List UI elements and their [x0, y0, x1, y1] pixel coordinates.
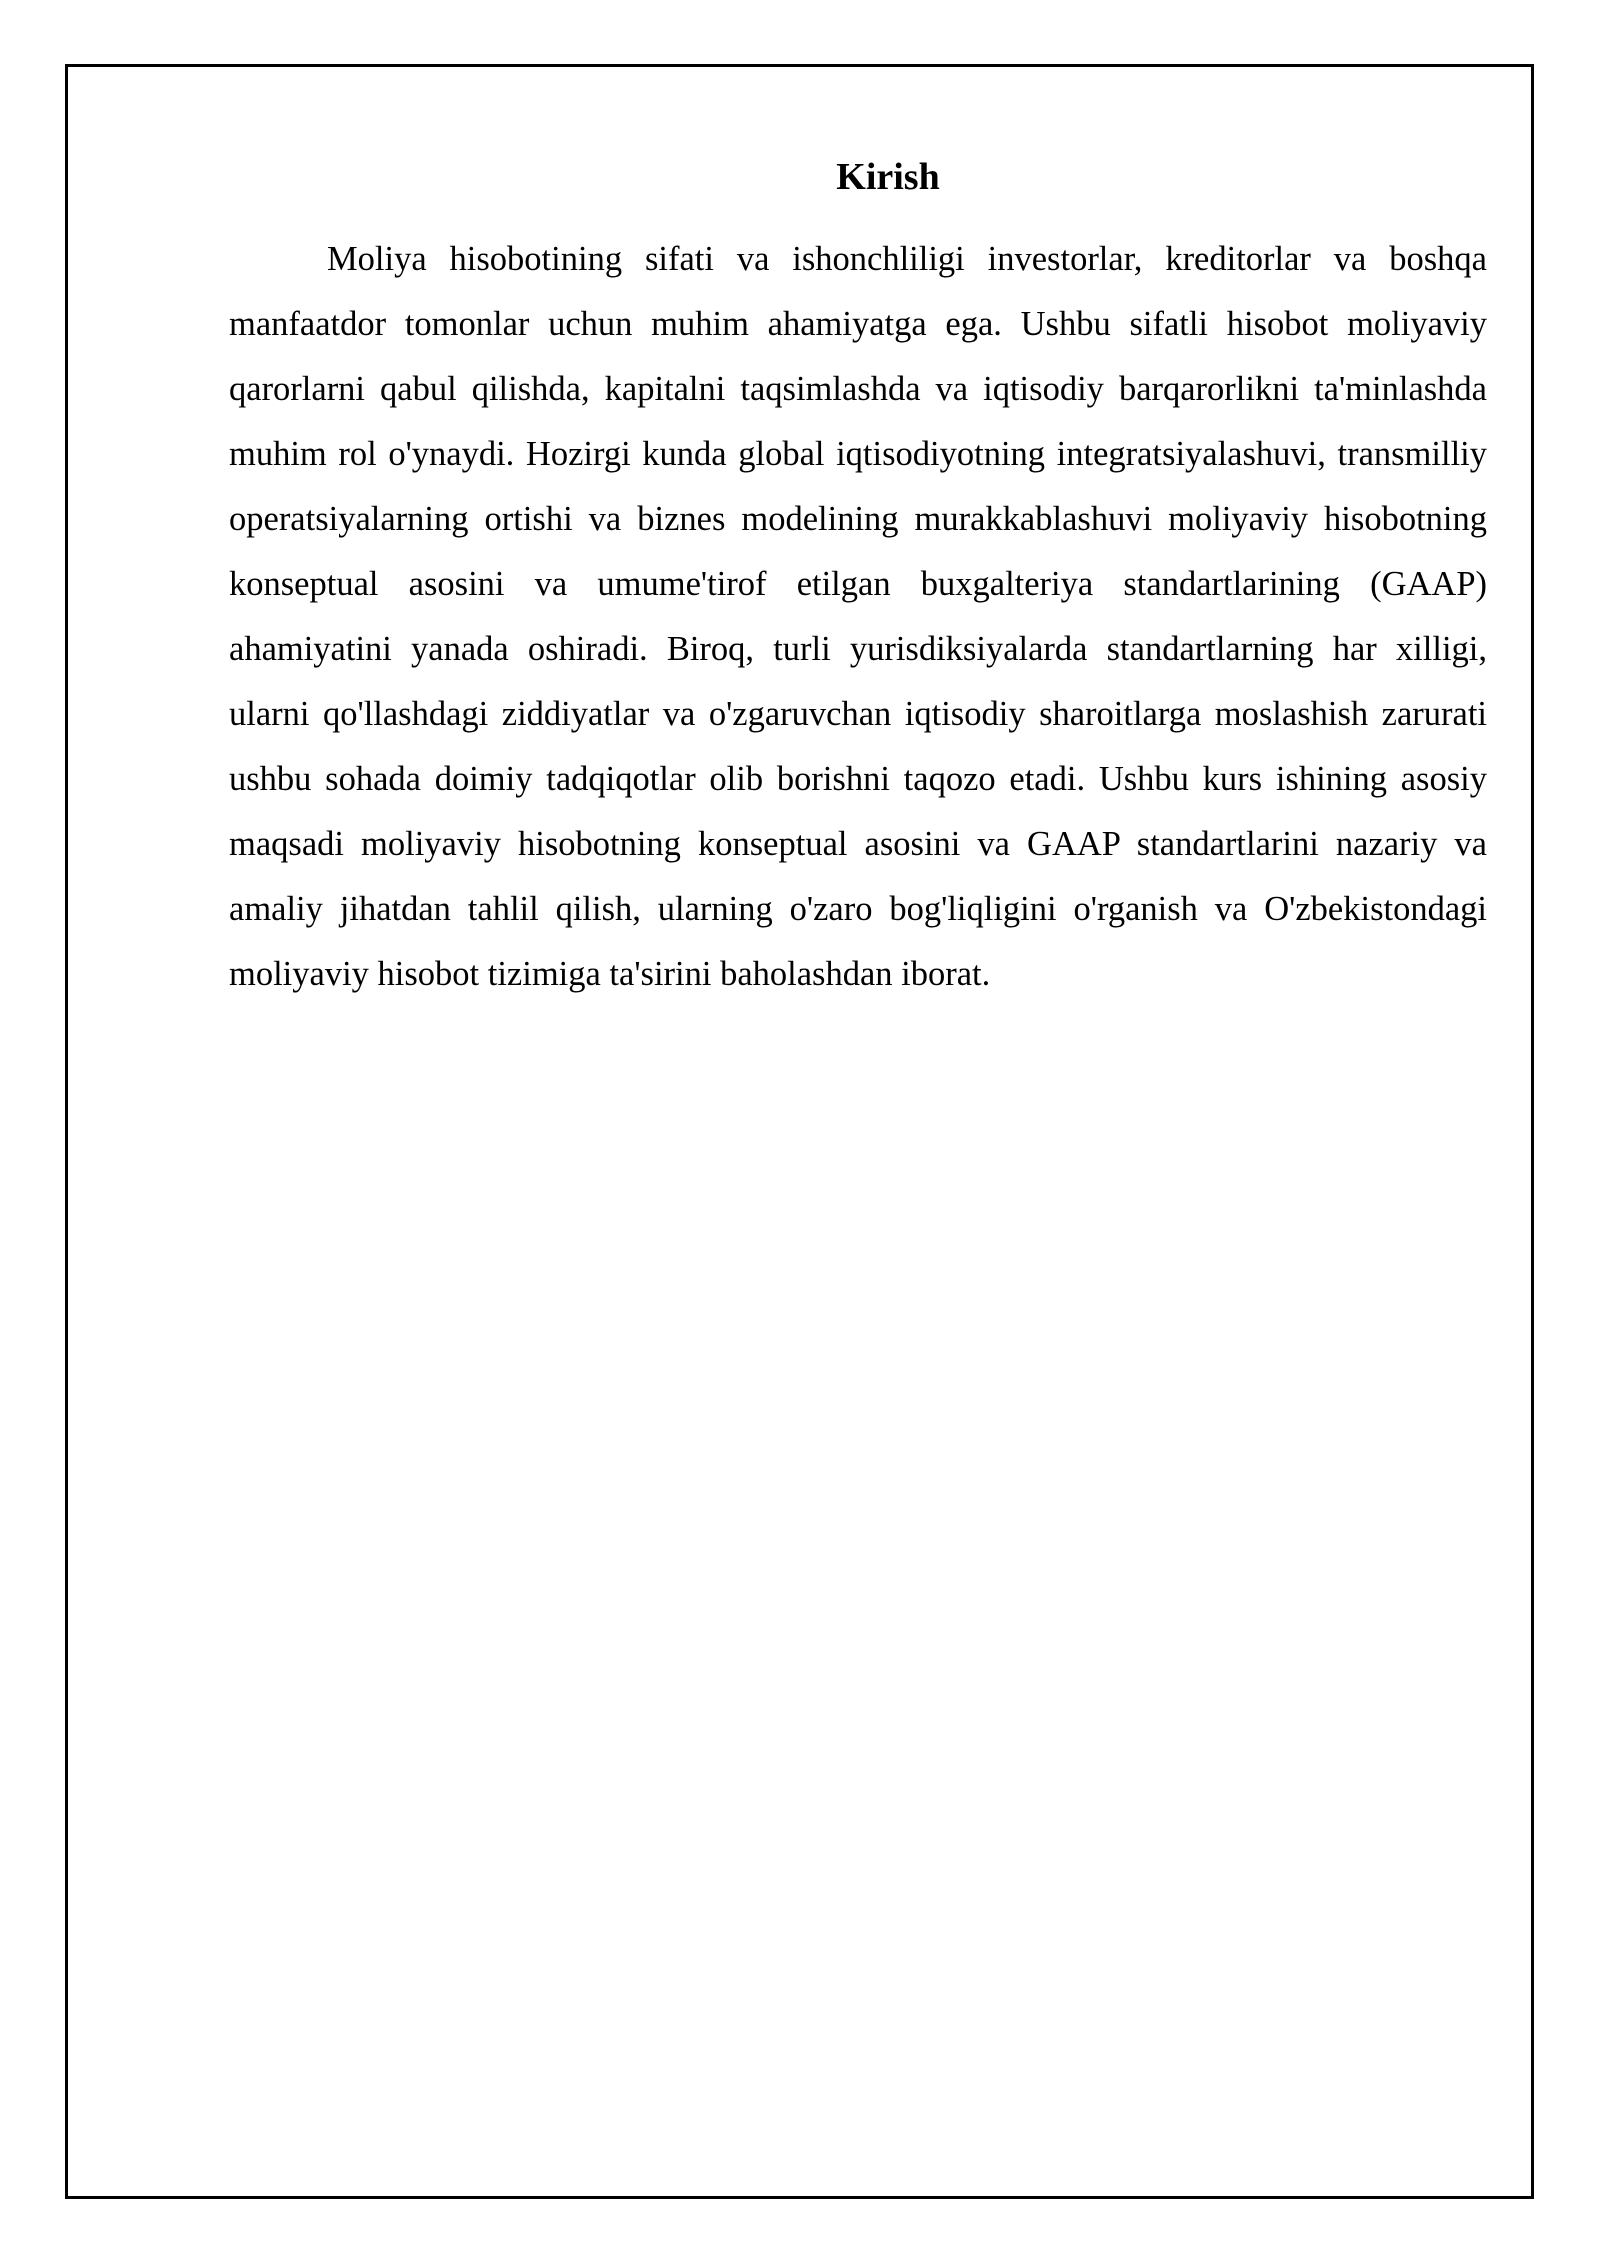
body-paragraph: Moliya hisobotining sifati va ishonchliligi investorlar, kreditorlar va boshqa manfaatdor tomonlar uchun muhim ahamiyatga ega. Ushbu sifatli hisobot moliyaviy qarorlarni qabul qilishda, kapitalni taqsimlashda va iqtisodiy barqarorlikni ta'minlashda muhim rol o'ynaydi. Hozirgi kunda global iqtisodiyotning integratsiyalashuvi, transmilliy operatsiyalarning ortishi va biznes modelining murakkablashuvi moliyaviy hisobotning konseptual asosini va umume'tirof etilgan buxgalteriya standartlarining (GAAP) ahamiyatini yanada oshiradi. Biroq, turli yurisdiksiyalarda standartlarning har xilligi, ularni qo'llashdagi ziddiyatlar va o'zgaruvchan iqtisodiy sharoitlarga moslashish zarurati ushbu sohada doimiy tadqiqotlar olib borishni taqozo etadi. Ushbu kurs ishining asosiy maqsadi moliyaviy hisobotning konseptual asosini va GAAP standartlarini nazariy va amaliy jihatdan tahlil qilish, ularning o'zaro bog'liqligini o'rganish va O'zbekistondagi moliyaviy hisobot tizimiga ta'sirini baholashdan iborat. — [229, 240, 1487, 993]
document-content — [229, 147, 1487, 1007]
page-title: Kirish — [836, 156, 940, 198]
